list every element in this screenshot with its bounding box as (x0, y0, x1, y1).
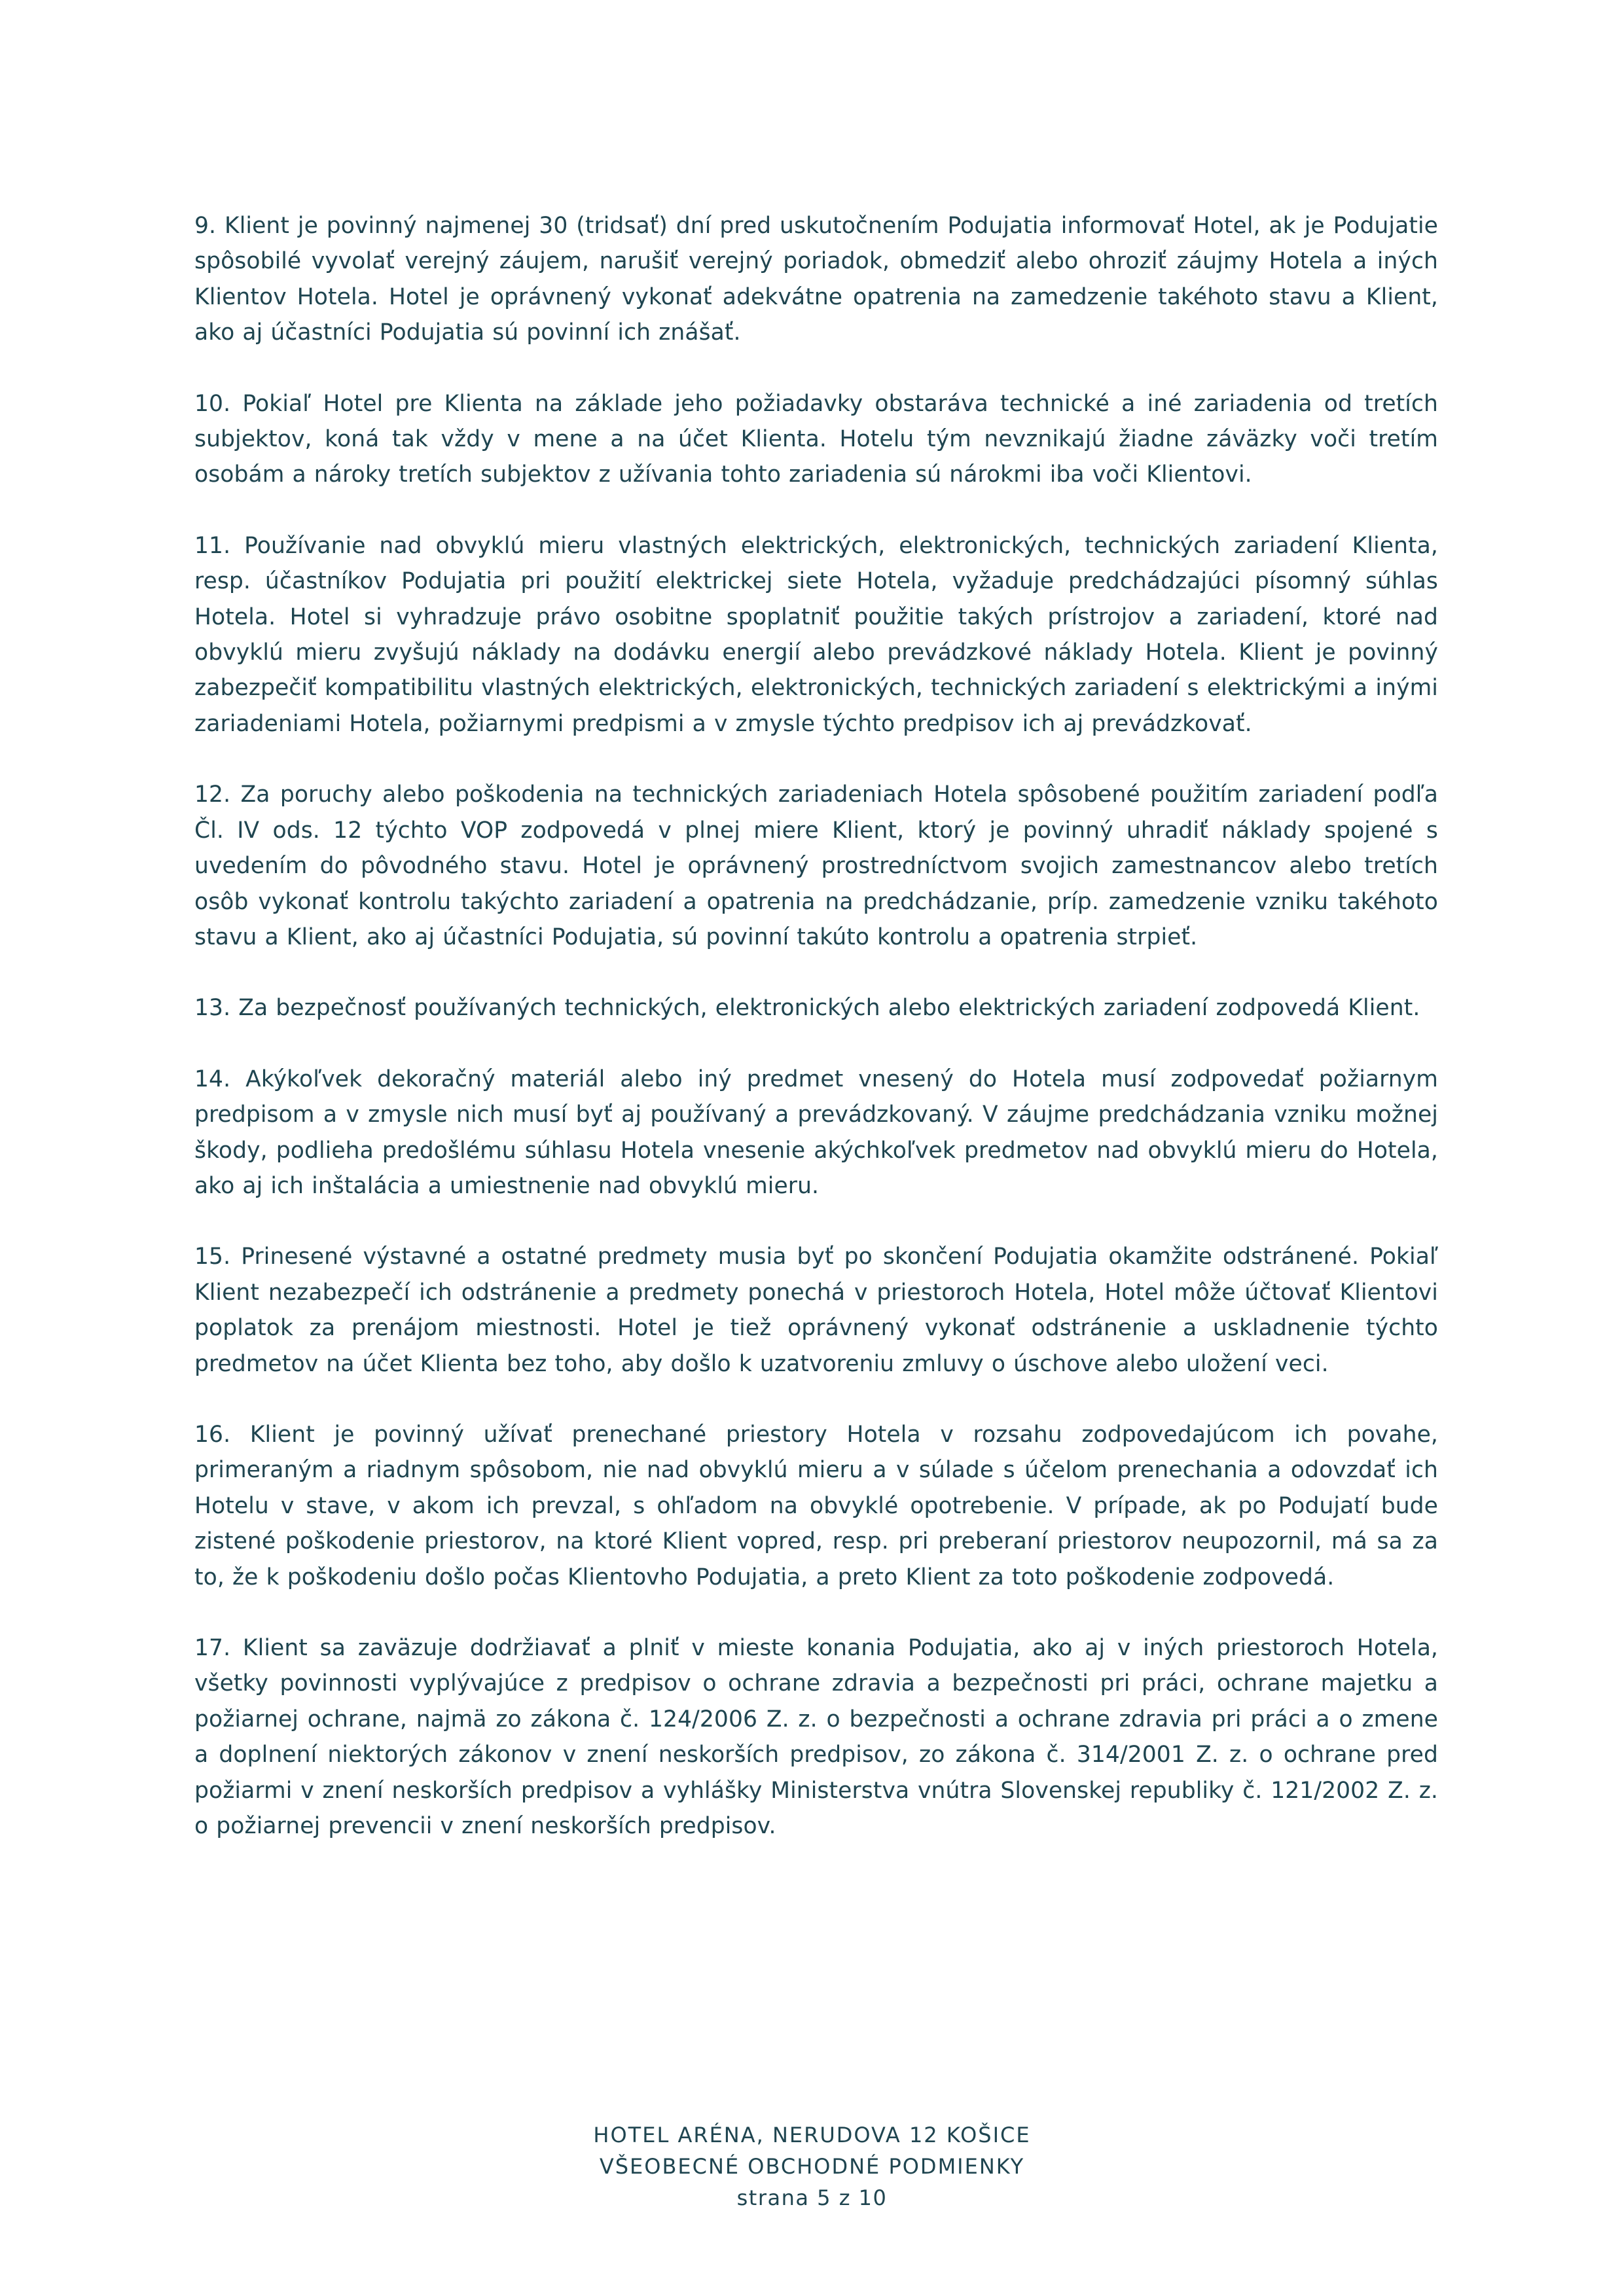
footer-hotel-address: HOTEL ARÉNA, NERUDOVA 12 KOŠICE (593, 2123, 1031, 2147)
paragraph-16: 16. Klient je povinný užívať prenechané priestory Hotela v rozsahu zodpovedajúcom ich povahe, primeraným a riadnym spôsobom, nie nad obvyklú mieru a v súlade s účelom prenechania a odovzdať ich Hotelu v stave, v akom ich prevzal, s ohľadom na obvyklé opotrebenie. V prípade, ak po Podujatí bude zistené poškodenie priestorov, na ktoré Klient vopred, resp. pri preberaní priestorov neupozornil, má sa za to, že k poškodeniu došlo počas Klientovho Podujatia, a preto Klient za toto poškodenie zodpovedá. (194, 1421, 1438, 1590)
paragraph-14: 14. Akýkoľvek dekoračný materiál alebo iný predmet vnesený do Hotela musí zodpovedať požiarnym predpisom a v zmysle nich musí byť aj používaný a prevádzkovaný. V záujme predchádzania vzniku možnej škody, podlieha predošlému súhlasu Hotela vnesenie akýchkoľvek predmetov nad obvyklú mieru do Hotela, ako aj ich inštalácia a umiestnenie nad obvyklú mieru. (194, 1066, 1438, 1199)
paragraph-10: 10. Pokiaľ Hotel pre Klienta na základe jeho požiadavky obstaráva technické a iné zariadenia od tretích subjektov, koná tak vždy v mene a na účet Klienta. Hotelu tým nevznikajú žiadne záväzky voči tretím osobám a nároky tretích subjektov z užívania tohto zariadenia sú nárokmi iba voči Klientovi. (194, 390, 1438, 488)
paragraph-15: 15. Prinesené výstavné a ostatné predmety musia byť po skončení Podujatia okamžite odstránené. Pokiaľ Klient nezabezpečí ich odstránenie a predmety ponechá v priestoroch Hotela, Hotel môže účtovať Klientovi poplatok za prenájom miestnosti. Hotel je tiež oprávnený vykonať odstránenie a uskladnenie týchto predmetov na účet Klienta bez toho, aby došlo k uzatvoreniu zmluvy o úschove alebo uložení veci. (194, 1244, 1438, 1377)
document-body (194, 208, 1438, 1844)
paragraph-17: 17. Klient sa zaväzuje dodržiavať a plniť v mieste konania Podujatia, ako aj v iných priestoroch Hotela, všetky povinnosti vyplývajúce z predpisov o ochrane zdravia a bezpečnosti pri práci, ochrane majetku a požiarnej ochrane, najmä zo zákona č. 124/2006 Z. z. o bezpečnosti a ochrane zdravia pri práci a o zmene a doplnení niektorých zákonov v znení neskorších predpisov, zo zákona č. 314/2001 Z. z. o ochrane pred požiarmi v znení neskorších predpisov a vyhlášky Ministerstva vnútra Slovenskej republiky č. 121/2002 Z. z. o požiarnej prevencii v znení neskorších predpisov. (194, 1635, 1438, 1840)
footer-document-title: VŠEOBECNÉ OBCHODNÉ PODMIENKY (599, 2154, 1025, 2179)
paragraph-12: 12. Za poruchy alebo poškodenia na technických zariadeniach Hotela spôsobené použitím zariadení podľa Čl. IV ods. 12 týchto VOP zodpovedá v plnej miere Klient, ktorý je povinný uhradiť náklady spojené s uvedením do pôvodného stavu. Hotel je oprávnený prostredníctvom svojich zamestnancov alebo tretích osôb vykonať kontrolu takýchto zariadení a opatrenia na predchádzanie, príp. zamedzenie vzniku takéhoto stavu a Klient, ako aj účastníci Podujatia, sú povinní takúto kontrolu a opatrenia strpieť. (194, 781, 1438, 950)
paragraph-11: 11. Používanie nad obvyklú mieru vlastných elektrických, elektronických, technických zariadení Klienta, resp. účastníkov Podujatia pri použití elektrickej siete Hotela, vyžaduje predchádzajúci písomný súhlas Hotela. Hotel si vyhradzuje právo osobitne spoplatniť použitie takých prístrojov a zariadení, ktoré nad obvyklú mieru zvyšujú náklady na dodávku energií alebo prevádzkové náklady Hotela. Klient je povinný zabezpečiť kompatibilitu vlastných elektrických, elektronických, technických zariadení s elektrickými a inými zariadeniami Hotela, požiarnymi predpismi a v zmysle týchto predpisov ich aj prevádzkovať. (194, 532, 1438, 737)
footer-page-number: strana 5 z 10 (736, 2185, 888, 2210)
paragraph-13: 13. Za bezpečnosť používaných technických, elektronických alebo elektrických zariadení zodpovedá Klient. (194, 995, 1420, 1022)
page-footer (0, 2119, 1624, 2214)
paragraph-9: 9. Klient je povinný najmenej 30 (tridsať) dní pred uskutočnením Podujatia informovať Hotel, ak je Podujatie spôsobilé vyvolať verejný záujem, narušiť verejný poriadok, obmedziť alebo ohroziť záujmy Hotela a iných Klientov Hotela. Hotel je oprávnený vykonať adekvátne opatrenia na zamedzenie takéhoto stavu a Klient, ako aj účastníci Podujatia sú povinní ich znášať. (194, 213, 1438, 346)
